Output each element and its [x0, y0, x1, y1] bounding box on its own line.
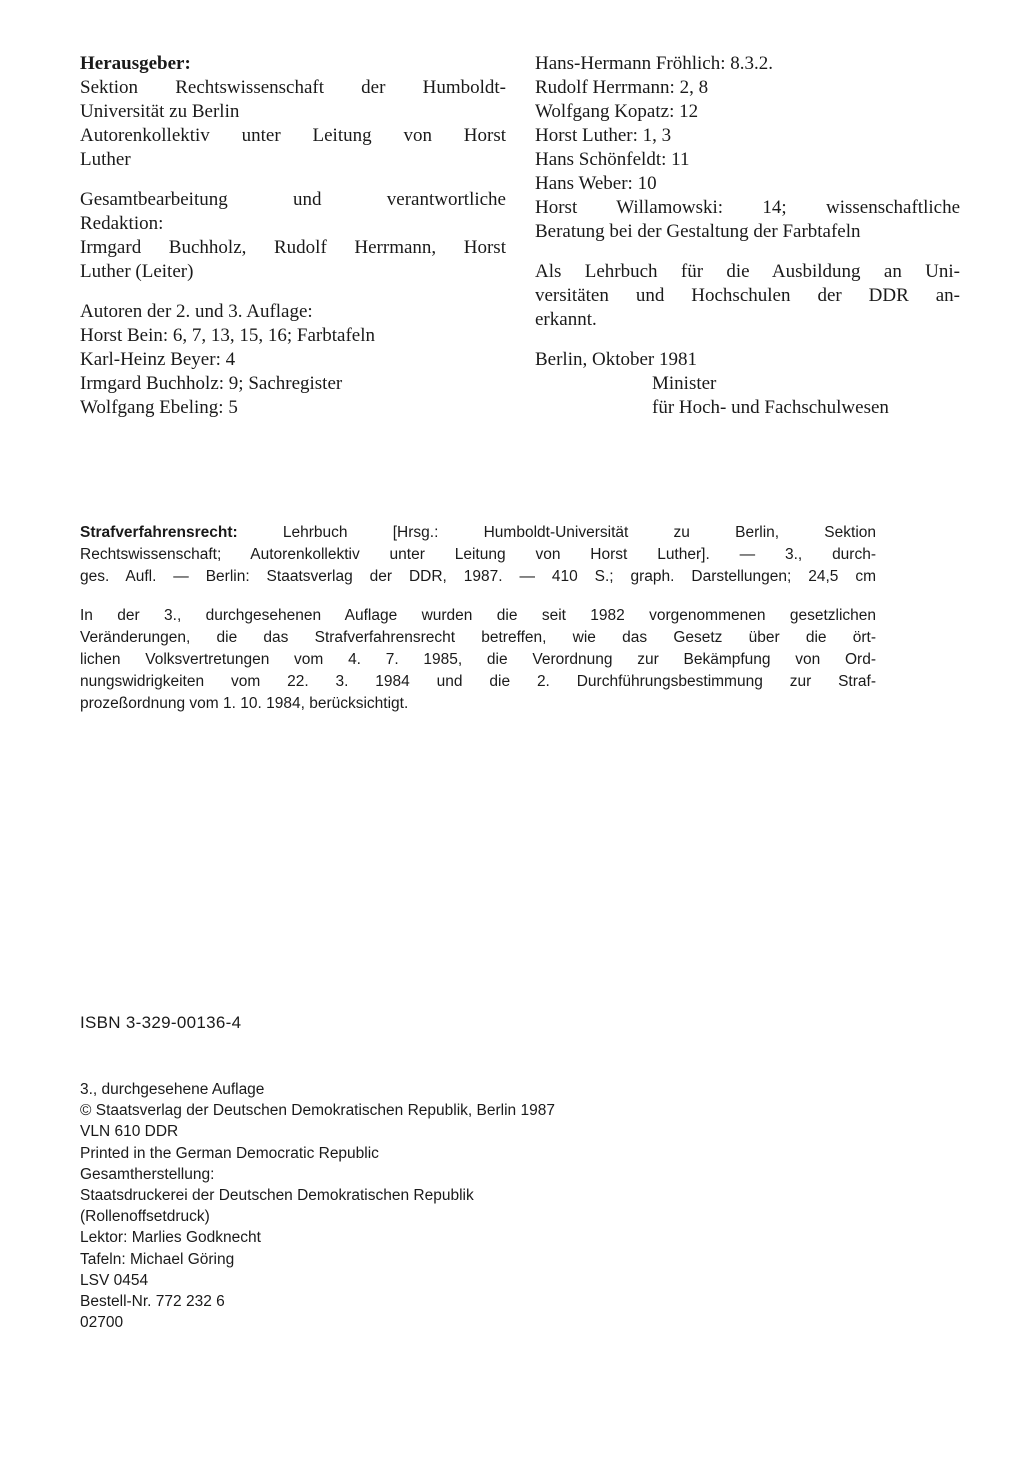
- publisher-line: Luther: [80, 149, 131, 170]
- imprint-line: © Staatsverlag der Deutschen Demokratischen Republik, Berlin 1987: [80, 1102, 555, 1120]
- author-entry: Wolfgang Ebeling: 5: [80, 397, 238, 418]
- left-column: [80, 52, 506, 420]
- spacer: [80, 284, 506, 300]
- spacer: [80, 588, 876, 605]
- imprint-line: VLN 610 DDR: [80, 1123, 179, 1141]
- imprint-line: Printed in the German Democratic Republic: [80, 1144, 379, 1162]
- signature-line: für Hoch- und Fachschulwesen: [652, 397, 889, 418]
- author-entry: Wolfgang Kopatz: 12: [535, 101, 699, 122]
- author-entry: Hans Weber: 10: [535, 173, 657, 194]
- editing-line: Gesamtbearbeitung und verantwortliche: [80, 189, 506, 210]
- imprint-line: Tafeln: Michael Göring: [80, 1250, 235, 1268]
- biblio-line1-rest: Lehrbuch [Hrsg.: Humboldt-Universität zu Berlin, Sektion: [282, 524, 877, 541]
- spacer: [535, 332, 960, 348]
- imprint-line: Lektor: Marlies Godknecht: [80, 1229, 261, 1247]
- editing-line: Irmgard Buchholz, Rudolf Herrmann, Horst: [80, 237, 506, 258]
- bibliographic-record: [80, 522, 876, 715]
- author-entry: Horst Luther: 1, 3: [535, 125, 672, 146]
- note-line: In der 3., durchgesehenen Auflage wurden die seit 1982 vorgenommenen gesetzlichen: [80, 607, 876, 624]
- imprint-line: LSV 0454: [80, 1271, 149, 1289]
- spacer: [535, 244, 960, 260]
- isbn: ISBN 3-329-00136-4: [80, 1013, 242, 1032]
- imprint-line: Bestell-Nr. 772 232 6: [80, 1293, 225, 1311]
- author-entry: Beratung bei der Gestaltung der Farbtafeln: [535, 221, 861, 242]
- biblio-line: ges. Aufl. — Berlin: Staatsverlag der DDR, 1987. — 410 S.; graph. Darstellungen; 24,5 cm: [80, 568, 876, 585]
- publisher-line: Universität zu Berlin: [80, 101, 240, 122]
- imprint-line: 02700: [80, 1314, 124, 1332]
- imprint-line: Staatsdruckerei der Deutschen Demokratischen Republik: [80, 1187, 474, 1205]
- note-line: nungswidrigkeiten vom 22. 3. 1984 und die 2. Durchführungsbestimmung zur Straf-: [80, 673, 876, 690]
- biblio-line: [80, 522, 876, 544]
- biblio-title: Strafverfahrensrecht:: [80, 524, 238, 541]
- author-entry: Horst Willamowski: 14; wissenschaftliche: [535, 197, 960, 218]
- imprint-line: 3., durchgesehene Auflage: [80, 1081, 265, 1098]
- imprint-block: [80, 1079, 555, 1333]
- author-entry: Hans-Hermann Fröhlich: 8.3.2.: [535, 53, 773, 74]
- editing-line: Redaktion:: [80, 213, 164, 234]
- approval-line: erkannt.: [535, 309, 597, 330]
- author-entry: Rudolf Herrmann: 2, 8: [535, 77, 709, 98]
- author-entry: Hans Schönfeldt: 11: [535, 149, 690, 170]
- approval-line: Als Lehrbuch für die Ausbildung an Uni-: [535, 261, 960, 282]
- editing-line: Luther (Leiter): [80, 261, 194, 282]
- publisher-line: Autorenkollektiv unter Leitung von Horst: [80, 125, 506, 146]
- author-entry: Karl-Heinz Beyer: 4: [80, 349, 236, 370]
- date-line: Berlin, Oktober 1981: [535, 349, 698, 370]
- spacer: [80, 172, 506, 188]
- authors-heading: Autoren der 2. und 3. Auflage:: [80, 301, 313, 322]
- note-line: prozeßordnung vom 1. 10. 1984, berücksichtigt.: [80, 695, 409, 712]
- signature-line: Minister: [652, 373, 717, 394]
- author-entry: Horst Bein: 6, 7, 13, 15, 16; Farbtafeln: [80, 325, 375, 346]
- imprint-line: Gesamtherstellung:: [80, 1165, 215, 1183]
- biblio-line: Rechtswissenschaft; Autorenkollektiv unter Leitung von Horst Luther]. — 3., durch-: [80, 546, 876, 563]
- approval-line: versitäten und Hochschulen der DDR an-: [535, 285, 960, 306]
- author-entry: Irmgard Buchholz: 9; Sachregister: [80, 373, 343, 394]
- note-line: lichen Volksvertretungen vom 4. 7. 1985, die Verordnung zur Bekämpfung von Ord-: [80, 651, 876, 668]
- imprint-line: (Rollenoffsetdruck): [80, 1208, 210, 1226]
- right-column: [535, 52, 960, 420]
- note-line: Veränderungen, die das Strafverfahrensrecht betreffen, wie das Gesetz über die ört-: [80, 629, 876, 646]
- publisher-heading: Herausgeber:: [80, 53, 191, 74]
- publisher-line: Sektion Rechtswissenschaft der Humboldt-: [80, 77, 506, 98]
